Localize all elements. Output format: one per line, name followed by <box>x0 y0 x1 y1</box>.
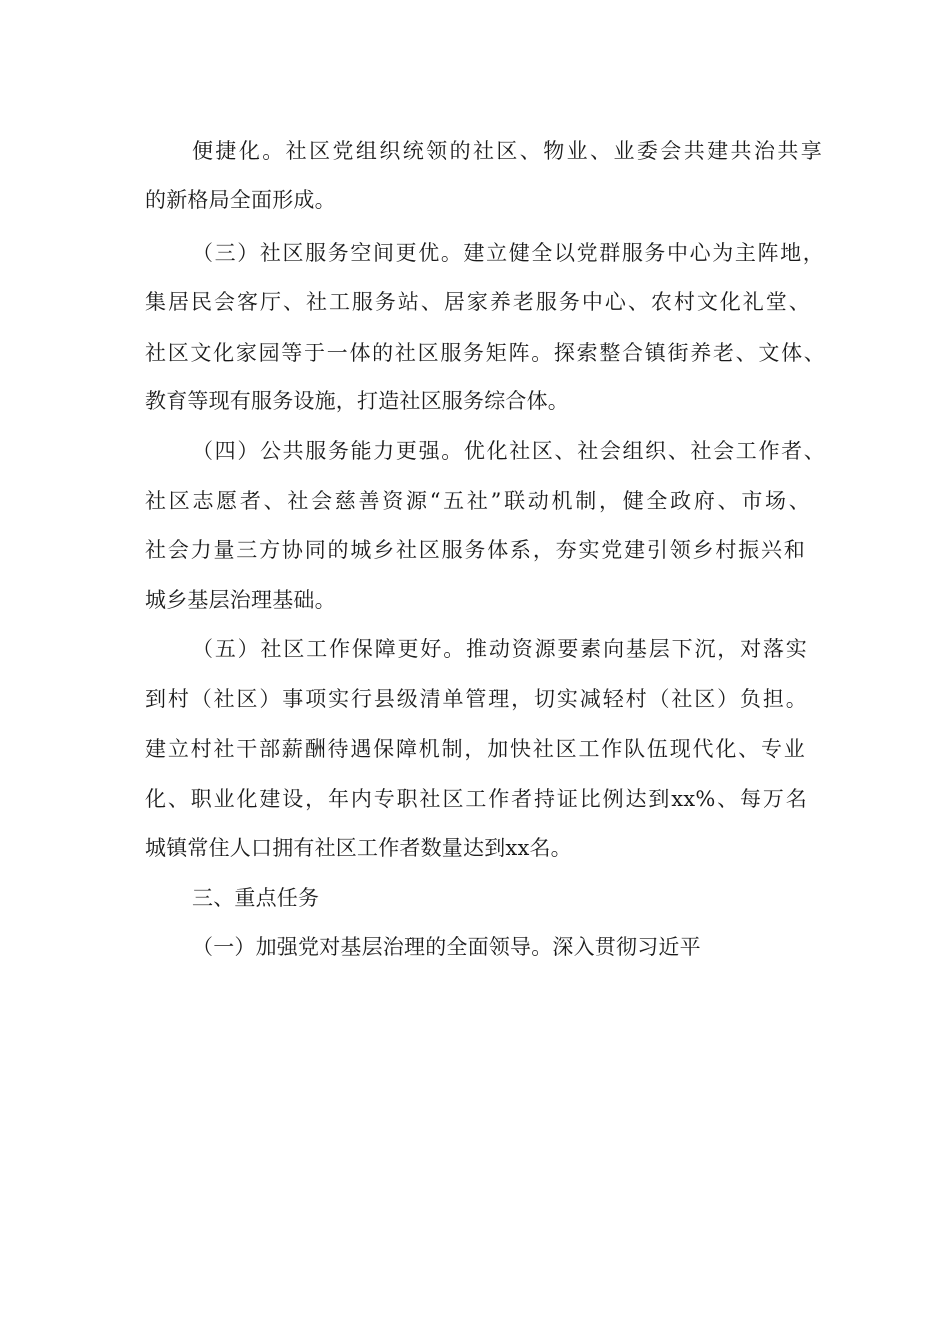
text-line: 的新格局全面形成。 <box>145 188 336 212</box>
text-line: 城乡基层治理基础。 <box>145 588 336 612</box>
text-line: 社会力量三方协同的城乡社区服务体系，夯实党建引领乡村振兴和 <box>145 538 805 562</box>
text-line: 便捷化。社区党组织统领的社区、物业、业委会共建共治共享 <box>192 139 822 163</box>
text-line: 集居民会客厅、社工服务站、居家养老服务中心、农村文化礼堂、 <box>145 290 810 314</box>
text-line: 到村（社区）事项实行县级清单管理，切实减轻村（社区）负担。 <box>145 687 807 711</box>
text-line: （四）公共服务能力更强。优化社区、社会组织、社会工作者、 <box>192 439 825 463</box>
text-line: 社区文化家园等于一体的社区服务矩阵。探索整合镇街养老、文体、 <box>145 341 825 365</box>
text-line: （五）社区工作保障更好。推动资源要素向基层下沉，对落实 <box>192 637 807 661</box>
section-heading: 三、重点任务 <box>192 886 320 910</box>
text-line: 化、职业化建设，年内专职社区工作者持证比例达到xx%、每万名 <box>145 787 807 811</box>
text-line: 建立村社干部薪酬待遇保障机制，加快社区工作队伍现代化、专业 <box>145 737 805 761</box>
text-line: （三）社区服务空间更优。建立健全以党群服务中心为主阵地， <box>192 241 824 265</box>
text-line: 城镇常住人口拥有社区工作者数量达到xx名。 <box>145 836 572 860</box>
text-line: （一）加强党对基层治理的全面领导。深入贯彻习近平 <box>192 935 701 959</box>
text-line: 教育等现有服务设施，打造社区服务综合体。 <box>145 389 569 413</box>
text-line: 社区志愿者、社会慈善资源“五社”联动机制，健全政府、市场、 <box>145 489 810 513</box>
